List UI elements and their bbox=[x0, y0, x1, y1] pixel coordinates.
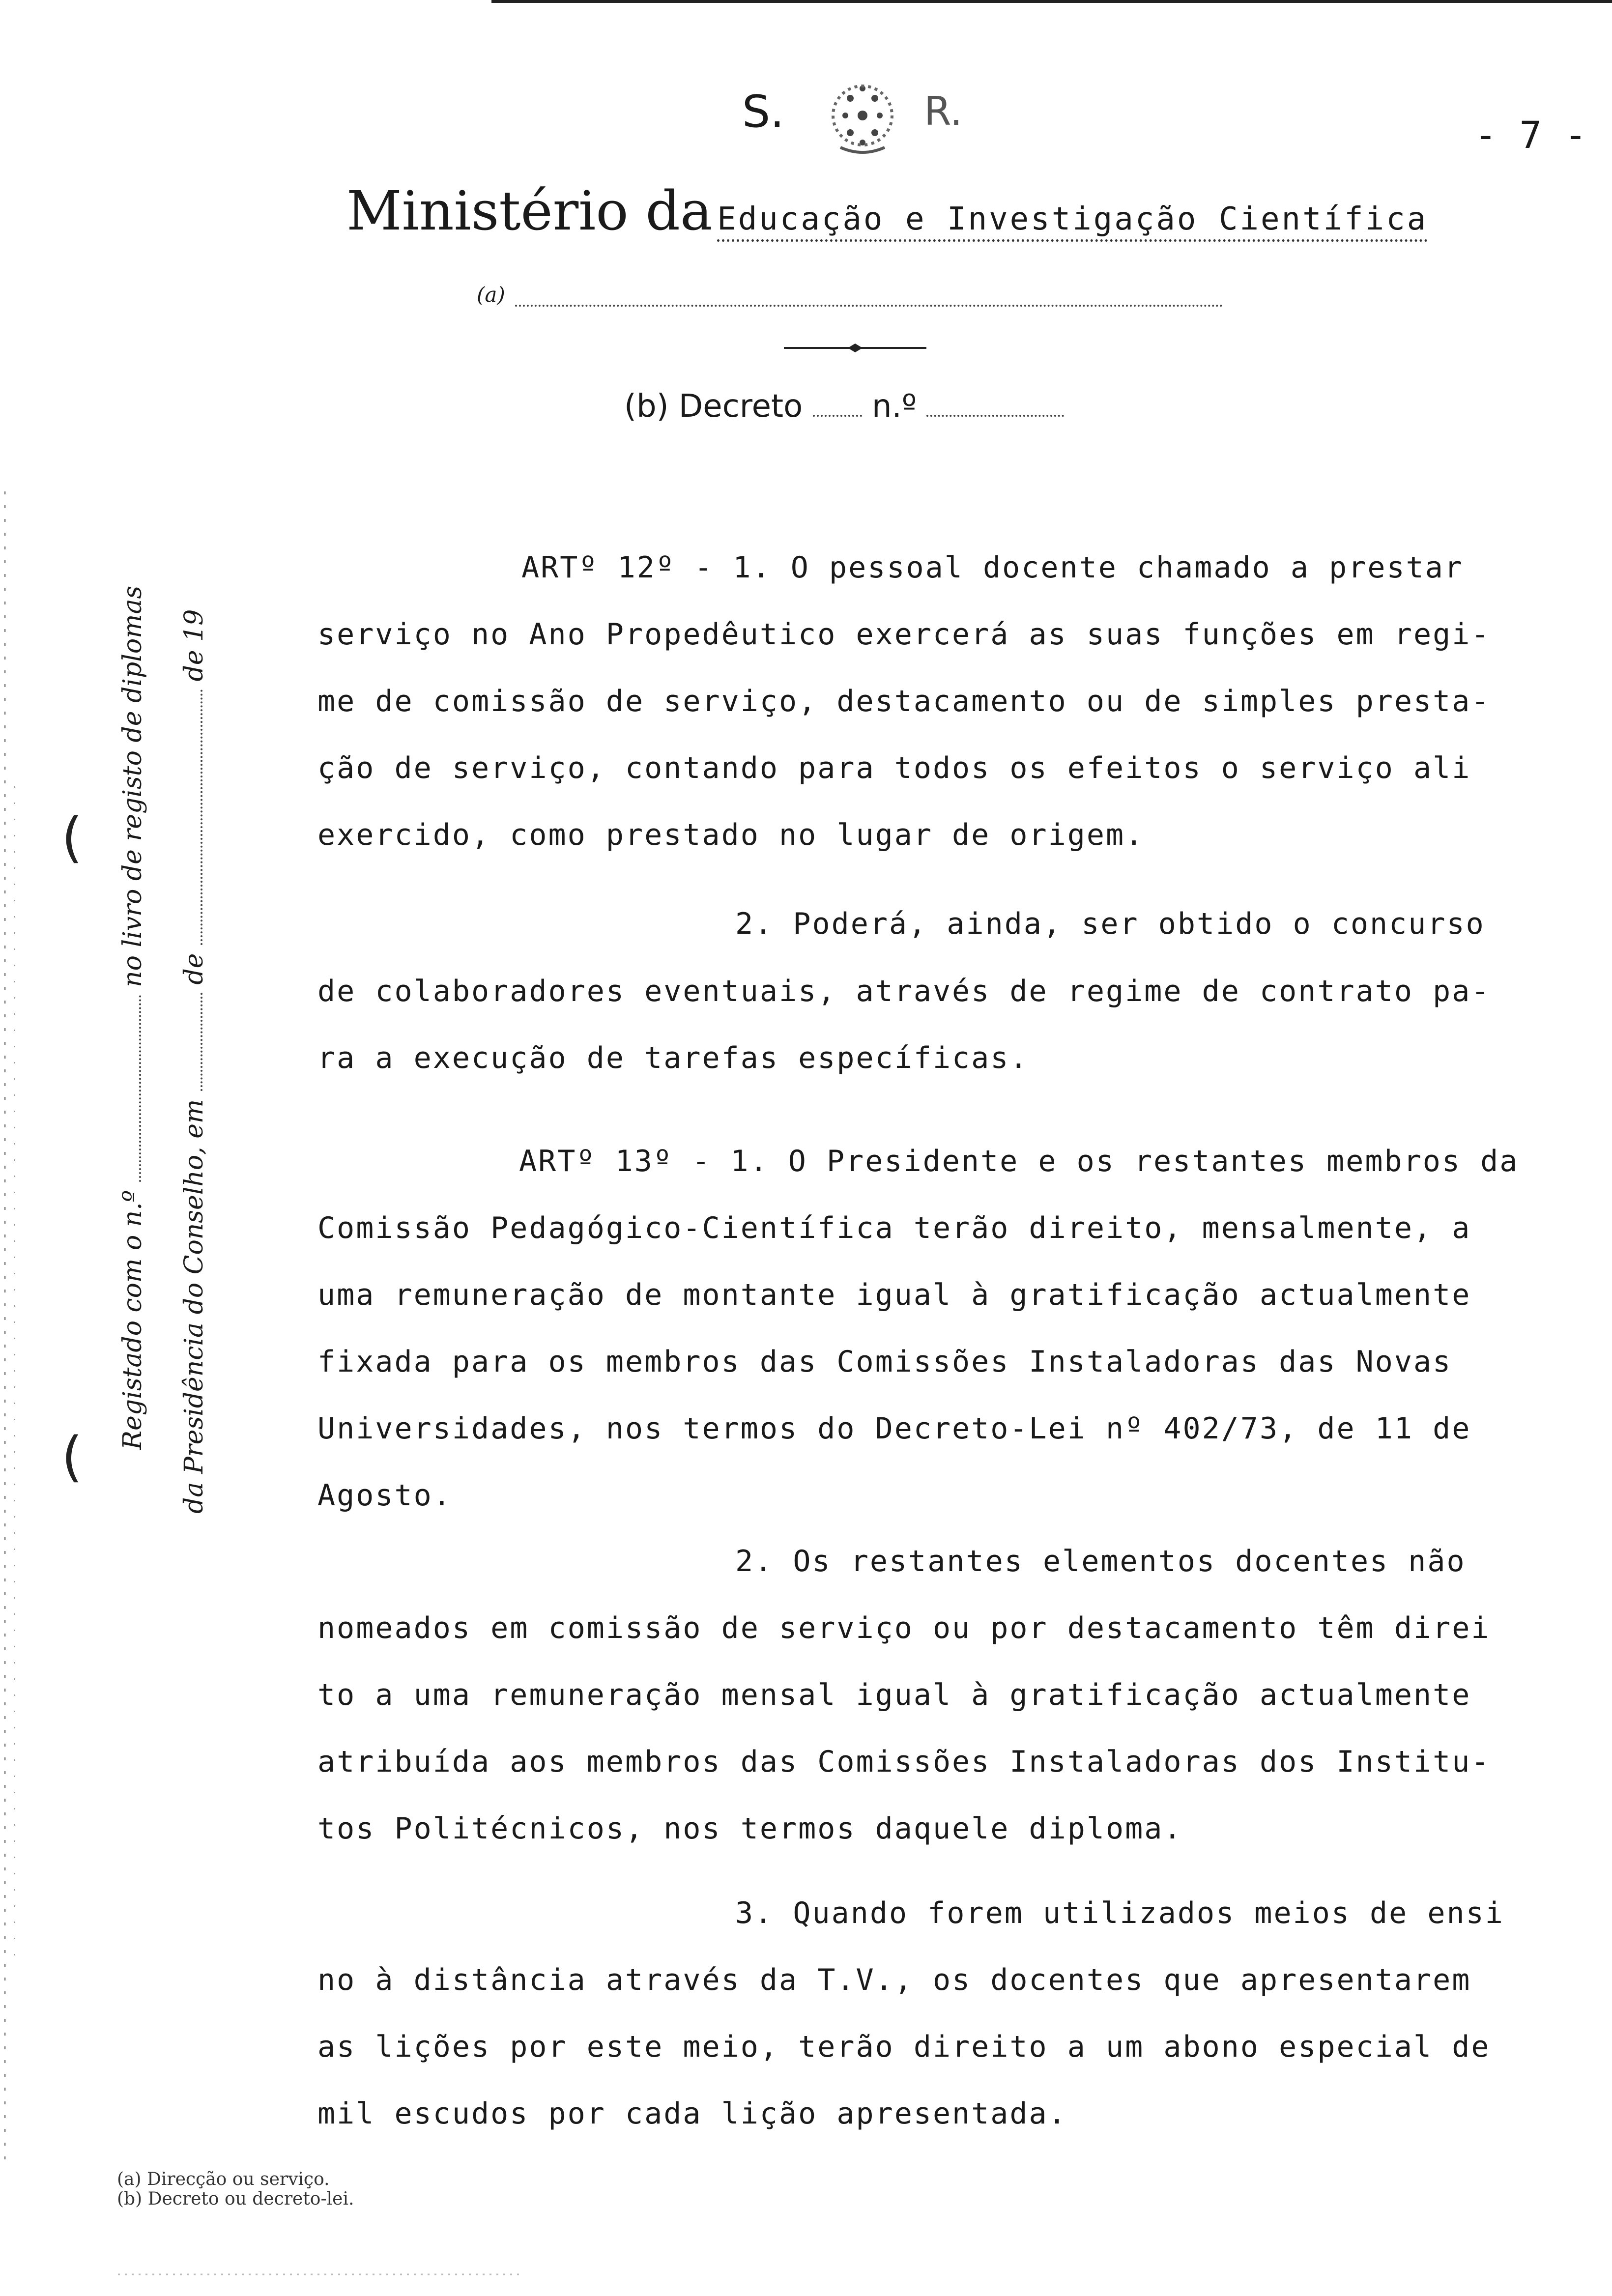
field-a-line bbox=[477, 283, 1243, 307]
header-letter-r: R. bbox=[924, 88, 963, 134]
margin-bracket-bottom: ( bbox=[61, 1425, 83, 1488]
body-line: 3. Quando forem utilizados meios de ensi bbox=[735, 1896, 1504, 1930]
decreto-label: (b) Decreto bbox=[624, 388, 803, 425]
ministry-label: Ministério da bbox=[346, 179, 713, 242]
body-line: nomeados em comissão de serviço ou por destacamento têm direi bbox=[317, 1611, 1491, 1645]
header-letter-s: S. bbox=[742, 86, 784, 138]
body-line: no à distância através da T.V., os docentes que apresentarem bbox=[317, 1963, 1471, 1997]
body-line: de colaboradores eventuais, através de regime de contrato pa- bbox=[317, 974, 1491, 1008]
margin-line2-start: da Presidência do Conselho, em bbox=[179, 1099, 209, 1514]
body-line: 2. Os restantes elementos docentes não bbox=[735, 1544, 1466, 1578]
body-line: ção de serviço, contando para todos os efeitos o serviço ali bbox=[317, 751, 1471, 785]
body-line: Comissão Pedagógico-Científica terão direito, mensalmente, a bbox=[317, 1211, 1471, 1245]
margin-council-line bbox=[179, 609, 209, 1514]
margin-line2-dots-a bbox=[197, 993, 202, 1091]
body-line: me de comissão de serviço, destacamento ou de simples presta- bbox=[317, 684, 1491, 718]
diamond-divider bbox=[784, 342, 926, 354]
body-line: fixada para os membros das Comissões Instaladoras das Novas bbox=[317, 1345, 1452, 1379]
body-line: ARTº 12º - 1. O pessoal docente chamado a prestar bbox=[521, 550, 1464, 585]
decreto-number-label: n.º bbox=[871, 388, 917, 425]
body-line: to a uma remuneração mensal igual à gratificação actualmente bbox=[317, 1678, 1471, 1712]
coat-of-arms-icon bbox=[821, 74, 904, 157]
body-line: exercido, como prestado no lugar de origem. bbox=[317, 818, 1145, 852]
footnote-b: (b) Decreto ou decreto-lei. bbox=[117, 2189, 354, 2209]
ministry-heading bbox=[346, 179, 1428, 242]
footnote-a: (a) Direcção ou serviço. bbox=[117, 2169, 330, 2189]
body-line: Agosto. bbox=[317, 1478, 452, 1513]
footnotes bbox=[117, 2170, 354, 2209]
body-line: as lições por este meio, terão direito a um abono especial de bbox=[317, 2030, 1491, 2064]
decreto-line bbox=[624, 388, 1064, 425]
decreto-type-dots bbox=[813, 410, 862, 417]
body-line: ARTº 13º - 1. O Presidente e os restantes membros da bbox=[519, 1144, 1519, 1178]
body-line: serviço no Ano Propedêutico exercerá as suas funções em regi- bbox=[317, 617, 1491, 652]
page-number: - 7 - bbox=[1474, 113, 1587, 157]
field-a-dots bbox=[515, 295, 1223, 307]
body-line: 2. Poderá, ainda, ser obtido o concurso bbox=[735, 907, 1485, 941]
decreto-number-dots bbox=[926, 410, 1064, 417]
body-line: Universidades, nos termos do Decreto-Lei nº 402/73, de 11 de bbox=[317, 1411, 1471, 1446]
field-a-label: (a) bbox=[477, 283, 505, 307]
margin-line2-end: de 19 bbox=[179, 609, 209, 682]
top-rule bbox=[491, 0, 1612, 3]
margin-line2-mid: de bbox=[179, 953, 209, 985]
margin-line1-end: no livro de registo de diplomas bbox=[118, 585, 147, 987]
scan-noise bbox=[118, 2270, 521, 2278]
margin-registration-line bbox=[118, 586, 147, 1450]
margin-line1-start: Registado com o n.º bbox=[118, 1190, 147, 1450]
body-line: uma remuneração de montante igual à gratificação actualmente bbox=[317, 1278, 1471, 1312]
margin-line1-dots bbox=[135, 995, 141, 1182]
margin-bracket-top: ( bbox=[61, 806, 83, 869]
body-line: ra a execução de tarefas específicas. bbox=[317, 1041, 1029, 1075]
body-line: tos Politécnicos, nos termos daquele diploma. bbox=[317, 1811, 1183, 1846]
margin-line2-dots-b bbox=[197, 689, 202, 945]
body-line: atribuída aos membros das Comissões Instaladoras dos Institu- bbox=[317, 1745, 1491, 1779]
binding-holes-marks bbox=[0, 491, 29, 2162]
ministry-name: Educação e Investigação Científica bbox=[717, 201, 1428, 242]
body-line: mil escudos por cada lição apresentada. bbox=[317, 2096, 1067, 2131]
